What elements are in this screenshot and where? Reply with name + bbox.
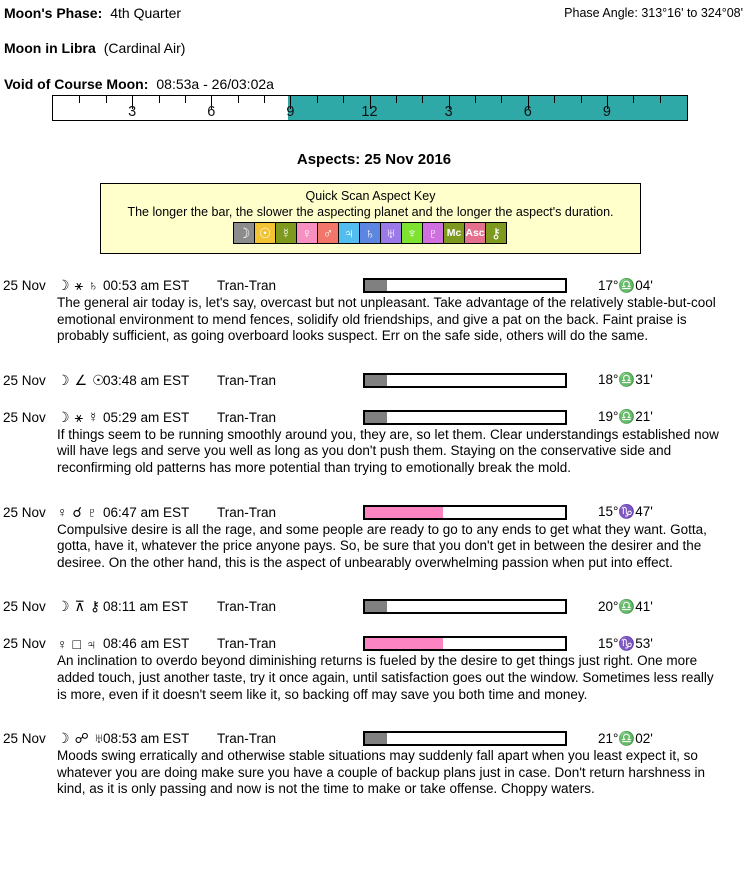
- libra-sign-glyph: ♎: [618, 277, 636, 293]
- saturn-glyph: ♄: [87, 277, 99, 293]
- aspect-glyphs: [57, 636, 103, 652]
- moon-glyph: ☽: [57, 371, 70, 388]
- duration-bar: [363, 599, 567, 614]
- aspect-row: [0, 277, 748, 294]
- duration-bar-fill: [365, 601, 387, 612]
- aspect-interpretation: If things seem to be running smoothly around you, they are, so let them. Clear understandings established now will have legs and serve you well as long as you don't push them. Staying on the conservative side and reconfirming old patterns has more potential than trying to emotionally break the mold.: [57, 426, 719, 475]
- degree-value: 20°: [598, 598, 619, 614]
- duration-bar-fill: [365, 280, 387, 291]
- jupiter-glyph: ♃: [85, 635, 97, 652]
- aspect-time: 03:48 am EST: [103, 372, 190, 388]
- duration-bar: [363, 373, 567, 388]
- aspect-glyphs: [57, 372, 103, 389]
- aspect-date: 25 Nov: [3, 599, 46, 615]
- aspect-block: [0, 598, 748, 615]
- square-glyph: □: [72, 635, 81, 652]
- aspect-row: [0, 730, 748, 747]
- chiron-icon: ⚷: [485, 222, 507, 244]
- degree-value: 15°: [598, 504, 619, 520]
- libra-sign-glyph: ♎: [618, 372, 636, 388]
- venus-icon: ♀: [296, 222, 318, 244]
- key-title: Quick Scan Aspect Key: [305, 189, 436, 203]
- phase-angle-value: 313°16' to 324°08': [641, 6, 743, 20]
- aspect-row: [0, 372, 748, 389]
- aspect-degree: [598, 731, 653, 747]
- hour-tick: [633, 96, 634, 103]
- saturn-icon: ♄: [359, 222, 381, 244]
- pluto-glyph: ♇: [86, 503, 98, 520]
- aspect-glyphs: [57, 409, 103, 426]
- aspect-degree: [598, 599, 653, 615]
- aspect-time: 00:53 am EST: [103, 278, 190, 293]
- aspect-row: [0, 409, 748, 426]
- aspect-row: [0, 504, 748, 521]
- aspect-time: 08:11 am EST: [103, 599, 189, 615]
- aspect-type: Tran-Tran: [217, 372, 277, 388]
- jupiter-icon: ♃: [338, 222, 360, 244]
- neptune-icon: ♆: [401, 222, 423, 244]
- aspect-glyphs: [57, 277, 103, 294]
- sextile-glyph: ⚹: [74, 277, 83, 293]
- hour-tick: [79, 96, 80, 103]
- aspect-glyphs: [57, 598, 103, 615]
- hour-tick: [422, 96, 423, 103]
- hour-label: 9: [602, 104, 611, 120]
- aspect-degree: [598, 278, 653, 294]
- aspect-interpretation: Compulsive desire is all the rage, and some people are ready to go to any ends to get what they want. Gotta, gotta, have it, whatever the price anyone pays. So, be sure that you don't get in between the desirer and the desiree. On the other hand, this is the aspect of unbearably overwhelming passion when put into effect.: [57, 521, 707, 570]
- libra-sign-glyph: ♎: [618, 409, 636, 425]
- hour-label: 3: [128, 104, 137, 120]
- aspect-time: 08:53 am EST: [103, 731, 190, 747]
- aspect-interpretation: Moods swing erratically and otherwise stable situations may suddenly fall apart when you least expect it, so whatever you are doing make sure you have a couple of backup plans just in case. Don't return harshness in kind, as it is only passing and now is not the time to make or take offense. Choppy waters.: [57, 748, 705, 797]
- aspect-type: Tran-Tran: [217, 599, 277, 615]
- moons-phase-line: [4, 5, 181, 21]
- hour-tick: [159, 96, 160, 103]
- moon-glyph: ☽: [57, 408, 70, 425]
- mercury-glyph: ☿: [87, 408, 99, 425]
- aspect-degree: [598, 636, 653, 652]
- aspect-block: [0, 277, 748, 345]
- duration-bar: [363, 731, 567, 746]
- degree-value: 21°: [598, 730, 619, 746]
- aspect-date: 25 Nov: [3, 372, 46, 388]
- hour-label: 6: [523, 104, 532, 120]
- voc-timeline-ruler: [52, 95, 688, 121]
- hour-tick: [106, 96, 107, 103]
- hour-label: 3: [444, 104, 453, 120]
- duration-bar: [363, 505, 567, 520]
- aspect-block: [0, 409, 748, 477]
- minutes-value: 02': [635, 730, 653, 746]
- aspect-type: Tran-Tran: [217, 278, 277, 293]
- moons-phase-value: 4th Quarter: [110, 5, 182, 21]
- aspect-type: Tran-Tran: [217, 636, 277, 652]
- duration-bar-fill: [365, 507, 443, 518]
- venus-glyph: ♀: [57, 635, 68, 652]
- uranus-icon: ♅: [380, 222, 402, 244]
- degree-value: 18°: [598, 372, 619, 388]
- aspect-row: [0, 598, 748, 615]
- hour-label: 12: [361, 104, 378, 120]
- aspect-time: 05:29 am EST: [103, 409, 190, 425]
- aspect-row: [0, 635, 748, 652]
- aspect-time: 08:46 am EST: [103, 636, 190, 652]
- voc-shaded-region: [288, 96, 687, 120]
- moon-icon: ☽: [233, 222, 255, 244]
- duration-bar: [363, 278, 567, 293]
- mercury-icon: ☿: [275, 222, 297, 244]
- hour-tick: [501, 96, 502, 103]
- sun-icon: ☉: [254, 222, 276, 244]
- venus-glyph: ♀: [57, 503, 68, 520]
- aspects-title: Aspects: 25 Nov 2016: [296, 151, 452, 168]
- moon-in-sign-value: (Cardinal Air): [103, 40, 186, 56]
- minutes-value: 04': [635, 277, 653, 293]
- aspect-time: 06:47 am EST: [103, 504, 190, 520]
- moon-in-sign-label: Moon in Libra: [4, 40, 96, 56]
- pluto-icon: ♇: [422, 222, 444, 244]
- aspect-date: 25 Nov: [3, 636, 46, 652]
- uranus-glyph: ♅: [93, 730, 105, 747]
- chiron-glyph: ⚷: [89, 598, 101, 615]
- minutes-value: 31': [635, 372, 653, 388]
- quick-scan-aspect-key: [100, 183, 641, 254]
- aspect-type: Tran-Tran: [217, 731, 277, 747]
- aspect-date: 25 Nov: [3, 409, 46, 425]
- aspect-degree: [598, 372, 653, 388]
- aspect-degree: [598, 409, 653, 425]
- duration-bar-fill: [365, 412, 387, 423]
- minutes-value: 21': [635, 409, 653, 425]
- aspect-list: [0, 277, 748, 798]
- hour-tick: [396, 96, 397, 103]
- hour-tick: [317, 96, 318, 103]
- void-of-course-label: Void of Course Moon:: [4, 76, 149, 92]
- planet-icon-row: [101, 222, 640, 244]
- duration-bar-fill: [365, 733, 387, 744]
- hour-tick: [185, 96, 186, 103]
- aspect-block: [0, 635, 748, 703]
- minutes-value: 47': [635, 504, 653, 520]
- duration-bar-fill: [365, 375, 387, 386]
- opposition-glyph: ☍: [74, 730, 89, 747]
- aspect-block: [0, 730, 748, 798]
- hour-tick: [554, 96, 555, 103]
- moon-in-sign-line: [4, 40, 185, 56]
- asc-icon: Asc: [464, 222, 486, 244]
- degree-value: 15°: [598, 635, 619, 651]
- moons-phase-label: Moon's Phase:: [4, 5, 103, 21]
- quincunx-glyph: ⊼: [74, 598, 85, 615]
- phase-angle-label: Phase Angle:: [564, 6, 638, 20]
- aspect-degree: [598, 504, 653, 520]
- degree-value: 17°: [598, 277, 619, 293]
- hour-tick: [475, 96, 476, 103]
- aspect-date: 25 Nov: [3, 731, 46, 747]
- moon-glyph: ☽: [57, 730, 70, 747]
- conjunction-glyph: ☌: [72, 503, 82, 520]
- capricorn-sign-glyph: ♑: [618, 635, 636, 651]
- minutes-value: 53': [635, 635, 653, 651]
- mc-icon: Mc: [443, 222, 465, 244]
- aspect-glyphs: [57, 504, 103, 521]
- degree-value: 19°: [598, 409, 619, 425]
- duration-bar: [363, 636, 567, 651]
- aspect-glyphs: [57, 730, 103, 747]
- duration-bar-fill: [365, 638, 443, 649]
- duration-bar: [363, 410, 567, 425]
- moon-glyph: ☽: [57, 277, 70, 293]
- void-of-course-line: [4, 76, 274, 92]
- aspect-type: Tran-Tran: [217, 504, 277, 520]
- moon-glyph: ☽: [57, 598, 70, 615]
- hour-label: 9: [286, 104, 295, 120]
- hour-tick: [264, 96, 265, 103]
- libra-sign-glyph: ♎: [618, 598, 636, 614]
- aspect-date: 25 Nov: [3, 504, 46, 520]
- sun-glyph: ☉: [92, 371, 105, 388]
- phase-angle: [564, 6, 743, 20]
- aspect-date: 25 Nov: [3, 278, 46, 293]
- libra-sign-glyph: ♎: [618, 730, 636, 746]
- void-of-course-value: 08:53a - 26/03:02a: [156, 76, 274, 92]
- aspect-interpretation: An inclination to overdo beyond diminishing returns is fueled by the desire to get things just right. One more added touch, just another taste, try it once again, until satisfaction goes out the window. Sometimes less really is more, even if it doesn't seem like it, so backing off may save you both time and money.: [57, 653, 714, 702]
- sextile-glyph: ⚹: [74, 408, 83, 425]
- hour-label: 6: [207, 104, 216, 120]
- key-subtitle: The longer the bar, the slower the aspecting planet and the longer the aspect's duration.: [127, 205, 614, 219]
- aspect-interpretation: The general air today is, let's say, overcast but not unpleasant. Take advantage of the relatively stable-but-cool emotional environment to mend fences, solidify old friendships, and give a pat on the back. Faint praise is probably sufficient, as going overboard looks suspect. Err on the safe side, others will do the same.: [57, 295, 716, 344]
- aspect-block: [0, 372, 748, 389]
- hour-tick: [581, 96, 582, 103]
- minutes-value: 41': [635, 598, 653, 614]
- hour-tick: [660, 96, 661, 103]
- aspect-block: [0, 504, 748, 572]
- mars-icon: ♂: [317, 222, 339, 244]
- semi-square-glyph: ∠: [74, 371, 88, 388]
- hour-tick: [238, 96, 239, 103]
- hour-tick: [343, 96, 344, 103]
- capricorn-sign-glyph: ♑: [618, 504, 636, 520]
- aspect-type: Tran-Tran: [217, 409, 277, 425]
